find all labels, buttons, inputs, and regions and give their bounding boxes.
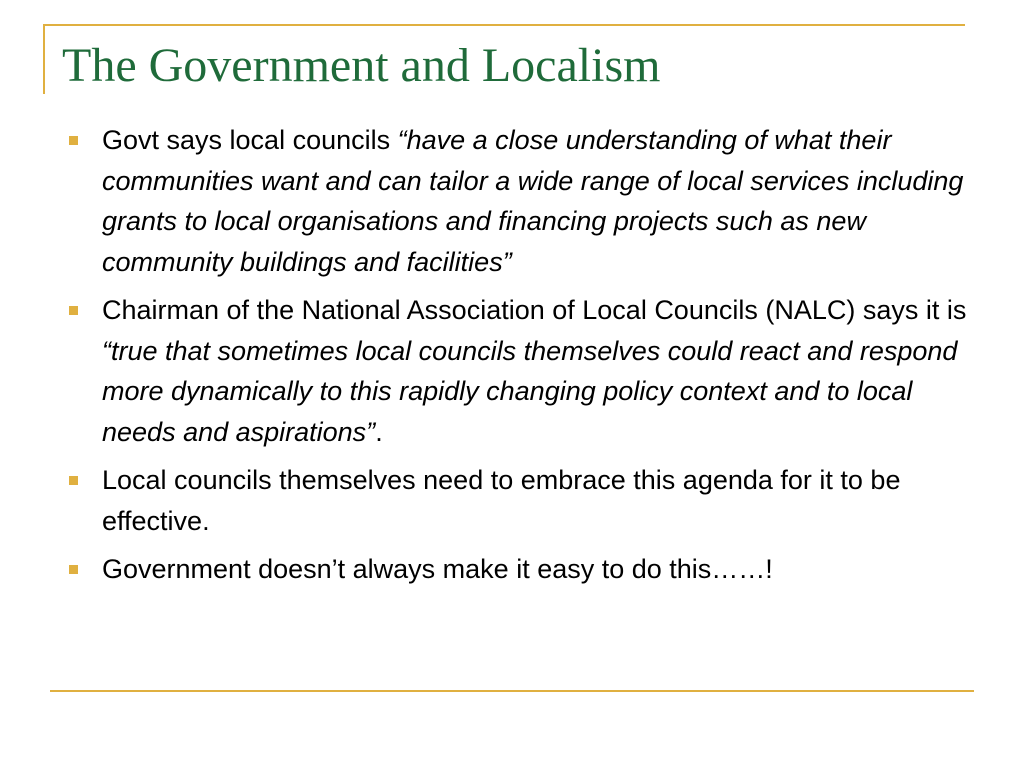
square-bullet-icon xyxy=(69,476,78,485)
bullet-quote: “have a close understanding of what their communities want and can tailor a wide range of local services including grants to local organisations and financing projects such as new community buildings and facilities” xyxy=(102,125,964,277)
bullet-tail: . xyxy=(375,416,383,447)
slide-title: The Government and Localism xyxy=(62,39,661,92)
bullet-text: Govt says local councils xyxy=(102,125,398,155)
square-bullet-icon xyxy=(69,136,78,145)
square-bullet-icon xyxy=(69,565,78,574)
bullet-text: Government doesn’t always make it easy to do this……! xyxy=(102,554,773,584)
bottom-rule xyxy=(50,690,974,692)
bullet-item-4 xyxy=(60,549,970,590)
bullet-item-2 xyxy=(60,290,970,452)
bullet-text: Chairman of the National Association of Local Councils (NALC) says it is xyxy=(102,295,967,325)
bullet-item-3 xyxy=(60,460,970,541)
bullet-quote: “true that sometimes local councils themselves could react and respond more dynamically to this rapidly changing policy context and to local needs and aspirations” xyxy=(102,335,958,447)
bullet-text: Local councils themselves need to embrace this agenda for it to be effective. xyxy=(102,465,901,536)
square-bullet-icon xyxy=(69,306,78,315)
top-rule xyxy=(43,24,965,26)
bullet-list xyxy=(60,120,970,598)
bullet-item-1 xyxy=(60,120,970,282)
left-rule xyxy=(43,24,45,94)
